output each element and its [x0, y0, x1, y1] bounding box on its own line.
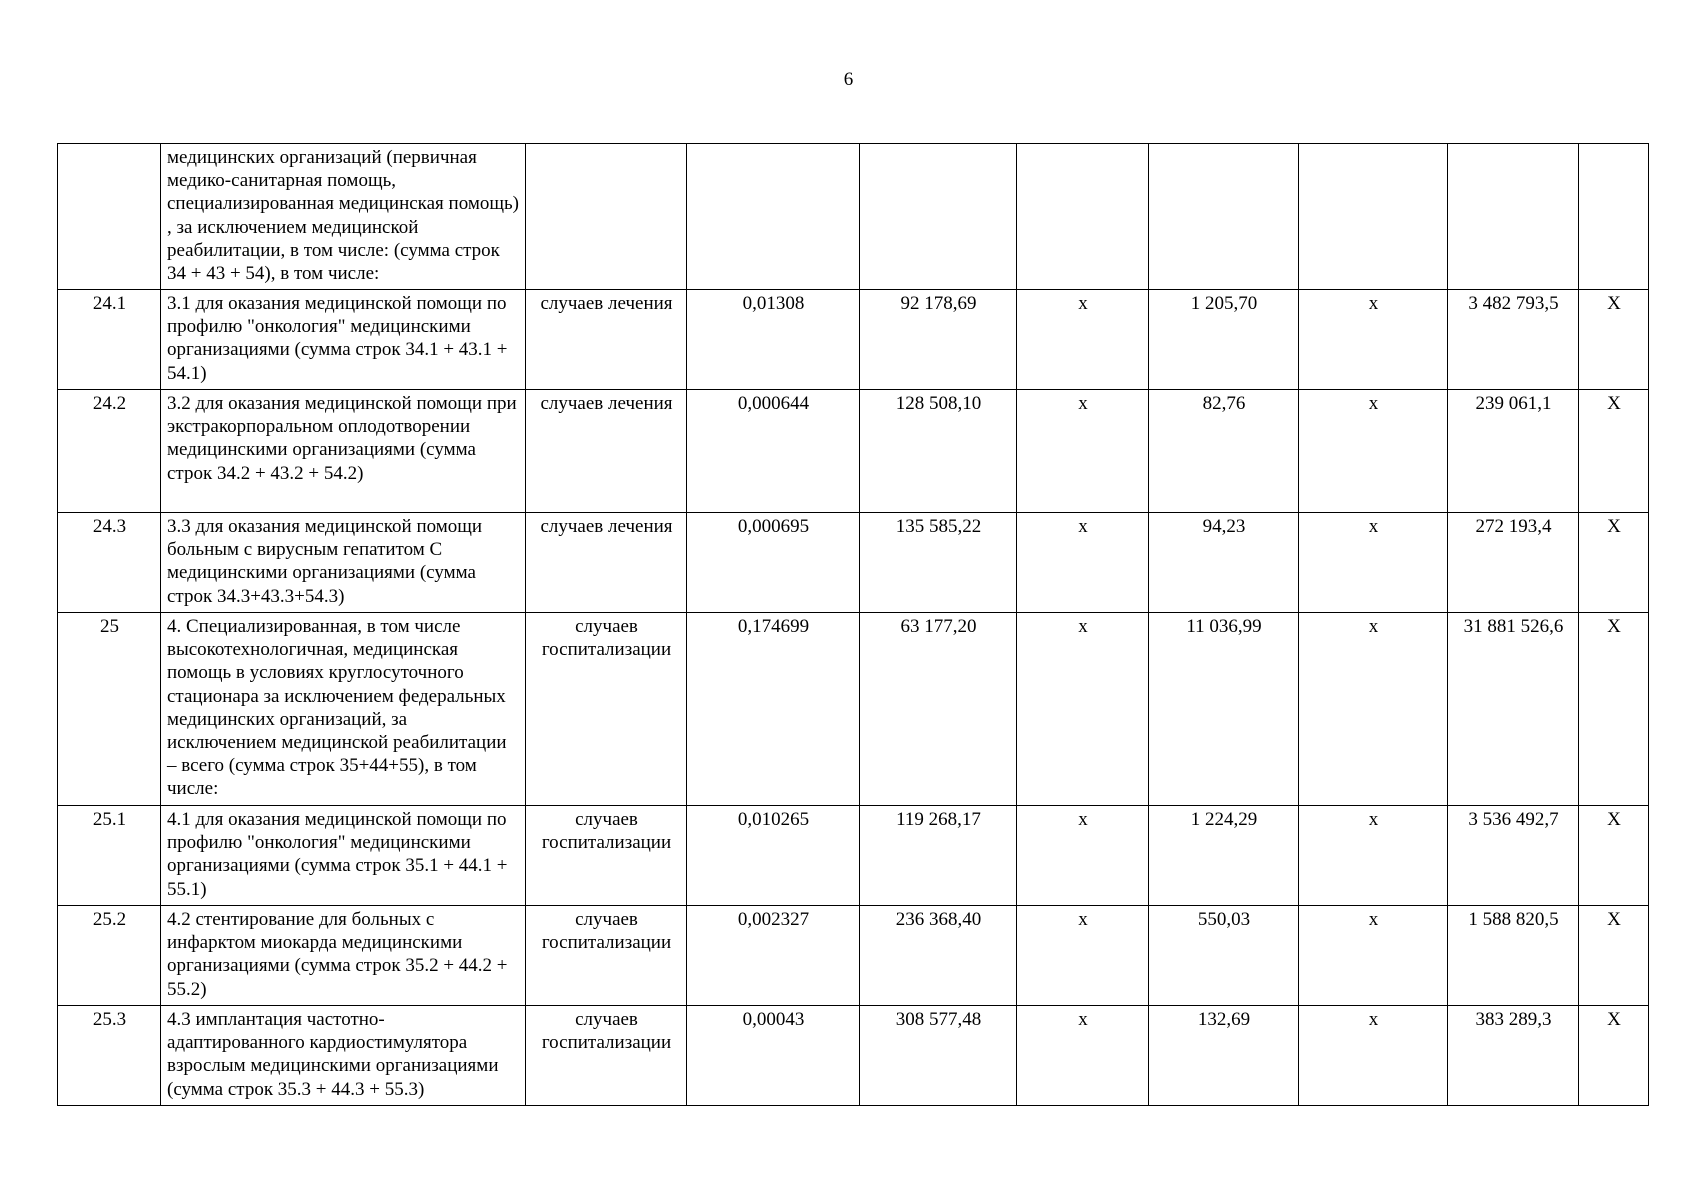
row-description: 4. Специализированная, в том числе высокотехнологичная, медицинская помощь в условиях круглосуточного стационара за исключением федеральных медицинских организаций, за исключением медицинской реабилитации – всего (сумма строк 35+44+55), в том числе:	[161, 613, 526, 806]
row-norm-volume: 0,010265	[687, 806, 860, 906]
page-number: 6	[843, 69, 854, 90]
row-percent: Х	[1579, 290, 1649, 390]
row-per-capita-oms: 82,76	[1149, 390, 1299, 513]
table-row	[58, 806, 1649, 906]
row-norm-cost: 135 585,22	[860, 513, 1017, 613]
table-row	[58, 390, 1649, 513]
row-norm-cost	[860, 144, 1017, 290]
row-per-capita-budget: х	[1017, 906, 1149, 1006]
row-total-budget: х	[1299, 513, 1448, 613]
row-total-oms: 239 061,1	[1448, 390, 1579, 513]
row-unit: случаев госпитализации	[526, 906, 687, 1006]
row-number: 25.1	[58, 806, 161, 906]
row-total-budget: х	[1299, 613, 1448, 806]
row-norm-cost: 128 508,10	[860, 390, 1017, 513]
row-number: 25.2	[58, 906, 161, 1006]
row-norm-volume: 0,000695	[687, 513, 860, 613]
row-norm-volume	[687, 144, 860, 290]
row-per-capita-budget	[1017, 144, 1149, 290]
row-norm-volume: 0,01308	[687, 290, 860, 390]
table-row	[58, 290, 1649, 390]
row-percent: Х	[1579, 390, 1649, 513]
row-per-capita-oms: 132,69	[1149, 1006, 1299, 1106]
row-percent: Х	[1579, 806, 1649, 906]
row-description: 3.2 для оказания медицинской помощи при экстракорпоральном оплодотворении медицинскими организациями (сумма строк 34.2 + 43.2 + 54.2)	[161, 390, 526, 513]
row-number: 24.3	[58, 513, 161, 613]
row-total-oms: 3 482 793,5	[1448, 290, 1579, 390]
row-description: 3.1 для оказания медицинской помощи по профилю "онкология" медицинскими организациями (сумма строк 34.1 + 43.1 + 54.1)	[161, 290, 526, 390]
row-norm-cost: 308 577,48	[860, 1006, 1017, 1106]
table-row	[58, 613, 1649, 806]
row-per-capita-oms: 11 036,99	[1149, 613, 1299, 806]
row-per-capita-oms: 1 205,70	[1149, 290, 1299, 390]
row-norm-volume: 0,00043	[687, 1006, 860, 1106]
row-total-budget: х	[1299, 906, 1448, 1006]
row-description: 3.3 для оказания медицинской помощи больным с вирусным гепатитом С медицинскими организациями (сумма строк 34.3+43.3+54.3)	[161, 513, 526, 613]
row-percent: Х	[1579, 906, 1649, 1006]
row-unit: случаев госпитализации	[526, 1006, 687, 1106]
row-total-oms: 1 588 820,5	[1448, 906, 1579, 1006]
row-percent: Х	[1579, 613, 1649, 806]
row-per-capita-budget: х	[1017, 613, 1149, 806]
row-description: 4.3 имплантация частотно-адаптированного кардиостимулятора взрослым медицинскими организациями (сумма строк 35.3 + 44.3 + 55.3)	[161, 1006, 526, 1106]
row-norm-cost: 119 268,17	[860, 806, 1017, 906]
row-unit: случаев лечения	[526, 290, 687, 390]
table-row	[58, 513, 1649, 613]
row-per-capita-budget: х	[1017, 290, 1149, 390]
row-percent: Х	[1579, 1006, 1649, 1106]
row-total-budget: х	[1299, 806, 1448, 906]
row-description: 4.1 для оказания медицинской помощи по профилю "онкология" медицинскими организациями (сумма строк 35.1 + 44.1 + 55.1)	[161, 806, 526, 906]
row-unit: случаев лечения	[526, 390, 687, 513]
row-per-capita-oms: 1 224,29	[1149, 806, 1299, 906]
row-total-budget: х	[1299, 1006, 1448, 1106]
row-description: медицинских организаций (первичная медико-санитарная помощь, специализированная медицинская помощь) , за исключением медицинской реабилитации, в том числе: (сумма строк 34 + 43 + 54), в том числе:	[161, 144, 526, 290]
row-total-budget: х	[1299, 390, 1448, 513]
row-number: 24.2	[58, 390, 161, 513]
row-total-oms: 383 289,3	[1448, 1006, 1579, 1106]
row-total-budget	[1299, 144, 1448, 290]
row-number: 25.3	[58, 1006, 161, 1106]
row-per-capita-budget: х	[1017, 1006, 1149, 1106]
row-per-capita-budget: х	[1017, 806, 1149, 906]
row-norm-cost: 236 368,40	[860, 906, 1017, 1006]
row-unit: случаев госпитализации	[526, 806, 687, 906]
row-number: 24.1	[58, 290, 161, 390]
row-per-capita-budget: х	[1017, 513, 1149, 613]
row-norm-cost: 92 178,69	[860, 290, 1017, 390]
row-per-capita-oms: 550,03	[1149, 906, 1299, 1006]
row-per-capita-budget: х	[1017, 390, 1149, 513]
row-unit: случаев госпитализации	[526, 613, 687, 806]
table-row	[58, 1006, 1649, 1106]
row-total-oms: 31 881 526,6	[1448, 613, 1579, 806]
row-total-oms: 272 193,4	[1448, 513, 1579, 613]
row-total-budget: х	[1299, 290, 1448, 390]
row-norm-volume: 0,000644	[687, 390, 860, 513]
row-unit	[526, 144, 687, 290]
row-percent	[1579, 144, 1649, 290]
row-per-capita-oms	[1149, 144, 1299, 290]
row-number: 25	[58, 613, 161, 806]
row-description: 4.2 стентирование для больных с инфарктом миокарда медицинскими организациями (сумма строк 35.2 + 44.2 + 55.2)	[161, 906, 526, 1006]
row-per-capita-oms: 94,23	[1149, 513, 1299, 613]
data-table	[57, 143, 1649, 1106]
row-total-oms: 3 536 492,7	[1448, 806, 1579, 906]
row-number	[58, 144, 161, 290]
row-percent: Х	[1579, 513, 1649, 613]
table-row	[58, 144, 1649, 290]
row-norm-cost: 63 177,20	[860, 613, 1017, 806]
table-row	[58, 906, 1649, 1006]
row-norm-volume: 0,002327	[687, 906, 860, 1006]
row-norm-volume: 0,174699	[687, 613, 860, 806]
row-unit: случаев лечения	[526, 513, 687, 613]
row-total-oms	[1448, 144, 1579, 290]
